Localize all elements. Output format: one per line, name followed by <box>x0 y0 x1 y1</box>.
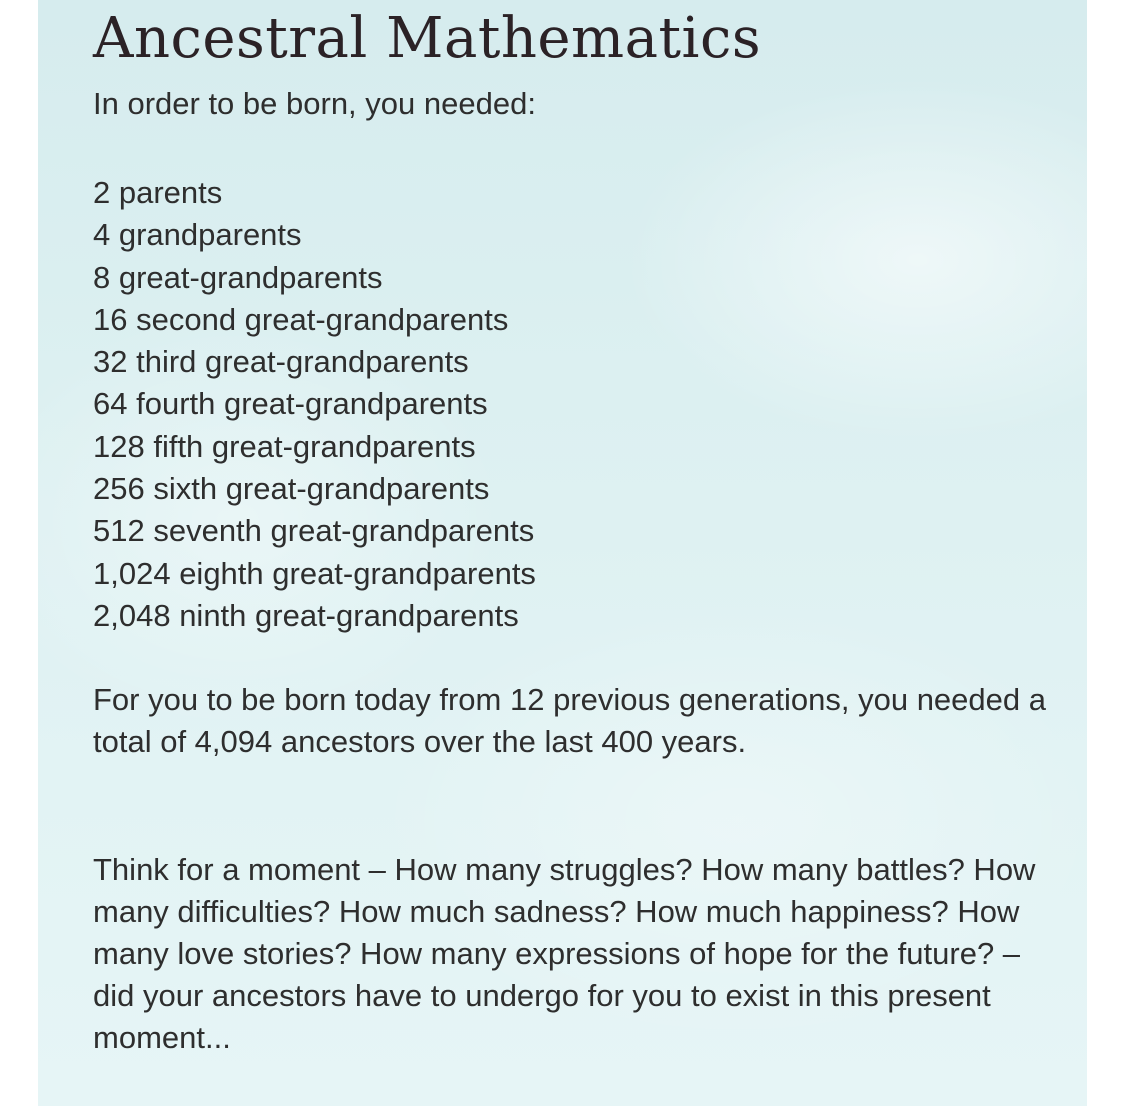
list-item: 128 fifth great-grandparents <box>93 428 476 464</box>
list-item: 16 second great-grandparents <box>93 301 509 337</box>
list-item: 4 grandparents <box>93 217 302 253</box>
list-item: 64 fourth great-grandparents <box>93 386 488 422</box>
total-ancestors-paragraph: For you to be born today from 12 previous generations, you needed a total of 4,094 ancestors over the last 400 years. <box>93 682 1046 759</box>
list-item: 8 great-grandparents <box>93 259 383 295</box>
list-item: 32 third great-grandparents <box>93 344 469 380</box>
subtitle: In order to be born, you needed: <box>93 86 536 121</box>
list-item: 2 parents <box>93 175 223 210</box>
ancestor-list <box>93 172 536 637</box>
reflection-paragraph: Think for a moment – How many struggles? How many battles? How many difficulties? How much sadness? How much happiness? How many love stories? How many expressions of hope for the future? – did your ancestors have to undergo for you to exist in this present moment... <box>93 852 1036 1055</box>
list-item: 2,048 ninth great-grandparents <box>93 597 519 633</box>
list-item: 256 sixth great-grandparents <box>93 471 490 507</box>
page-title: Ancestral Mathematics <box>93 6 762 71</box>
quote-card <box>38 0 1087 1106</box>
list-item: 512 seventh great-grandparents <box>93 513 535 549</box>
list-item: 1,024 eighth great-grandparents <box>93 555 536 591</box>
